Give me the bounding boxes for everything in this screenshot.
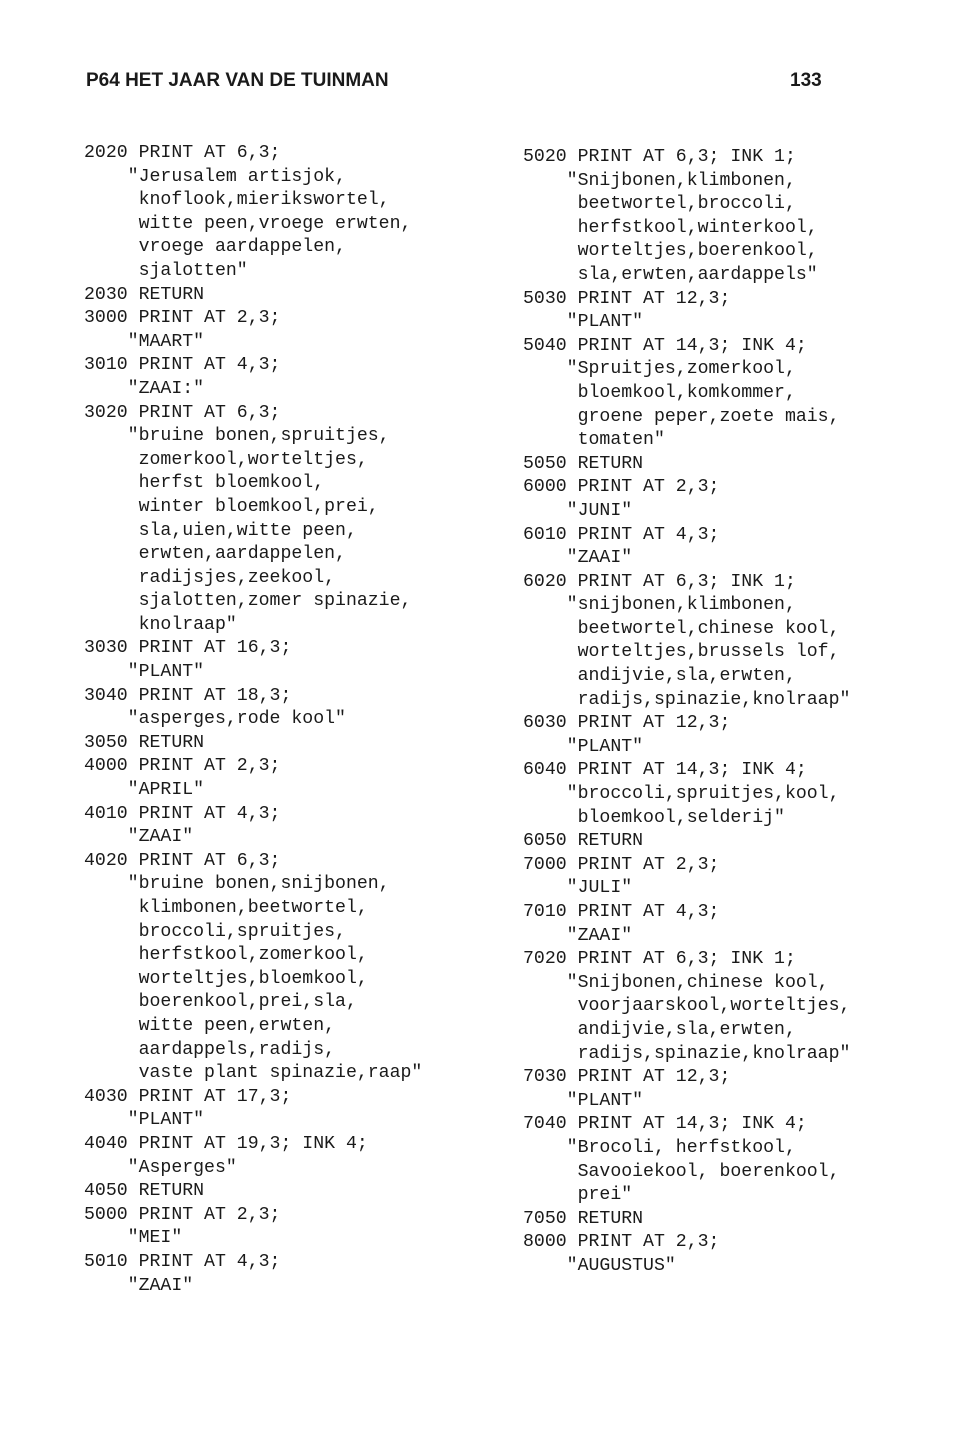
code-line: 7010 PRINT AT 4,3; — [523, 902, 720, 922]
code-line: "ZAAI" — [84, 1275, 194, 1296]
code-line: 2030 RETURN — [84, 284, 205, 305]
code-line: 5000 PRINT AT 2,3; — [84, 1204, 281, 1225]
code-line: prei" — [523, 1185, 633, 1206]
code-line: beetwortel,chinese kool, — [523, 618, 840, 639]
page-title: P64 HET JAAR VAN DE TUINMAN — [86, 70, 389, 91]
code-line: 5050 RETURN — [523, 453, 644, 474]
code-line: "Spruitjes,zomerkool, — [523, 359, 796, 380]
code-line: 4000 PRINT AT 2,3; — [84, 756, 281, 777]
code-line: 3020 PRINT AT 6,3; — [84, 402, 281, 423]
code-line: groene peper,zoete mais, — [523, 406, 840, 427]
code-line: boerenkool,prei,sla, — [84, 992, 357, 1013]
code-line: worteltjes,boerenkool, — [523, 241, 818, 262]
code-line: "AUGUSTUS" — [523, 1255, 676, 1276]
code-line: radijs,spinazie,knolraap" — [523, 689, 851, 710]
code-line: andijvie,sla,erwten, — [523, 666, 796, 687]
code-line: radijsjes,zeekool, — [84, 567, 336, 588]
code-line: bloemkool,selderij" — [523, 807, 785, 828]
code-line: "PLANT" — [84, 662, 205, 683]
code-line: "APRIL" — [84, 780, 205, 801]
code-line: herfstkool,zomerkool, — [84, 945, 368, 966]
code-line: "Jerusalem artisjok, — [84, 166, 346, 187]
code-line: beetwortel,broccoli, — [523, 194, 796, 215]
code-line: erwten,aardappelen, — [84, 544, 346, 565]
code-line: knoflook,mierikswortel, — [84, 190, 390, 211]
code-line: witte peen,vroege erwten, — [84, 213, 412, 234]
code-line: zomerkool,worteltjes, — [84, 449, 368, 470]
code-line: "Snijbonen,chinese kool, — [523, 972, 829, 993]
code-line: 6020 PRINT AT 6,3; INK 1; — [523, 571, 796, 592]
code-line: herfst bloemkool, — [84, 473, 325, 494]
code-line: sjalotten" — [84, 260, 248, 281]
code-line: 7040 PRINT AT 14,3; INK 4; — [523, 1114, 807, 1135]
code-line: 7030 PRINT AT 12,3; — [523, 1067, 731, 1088]
code-line: "MAART" — [84, 331, 205, 352]
code-line: vroege aardappelen, — [84, 237, 346, 258]
code-line: "PLANT" — [523, 736, 644, 757]
code-line: 3010 PRINT AT 4,3; — [84, 355, 281, 376]
code-line: witte peen,erwten, — [84, 1015, 336, 1036]
code-line: "asperges,rode kool" — [84, 709, 346, 730]
code-line: "Asperges" — [84, 1157, 237, 1178]
code-line: sla,uien,witte peen, — [84, 520, 357, 541]
code-line: "snijbonen,klimbonen, — [523, 595, 796, 616]
code-line: 3000 PRINT AT 2,3; — [84, 308, 281, 329]
code-line: 8000 PRINT AT 2,3; — [523, 1232, 720, 1253]
code-line: worteltjes,bloemkool, — [84, 968, 368, 989]
code-line: 5010 PRINT AT 4,3; — [84, 1251, 281, 1272]
code-line: 6010 PRINT AT 4,3; — [523, 524, 720, 545]
code-line: 5030 PRINT AT 12,3; — [523, 288, 731, 309]
code-line: winter bloemkool,prei, — [84, 496, 379, 517]
code-line: 4020 PRINT AT 6,3; — [84, 850, 281, 871]
code-line: 7020 PRINT AT 6,3; INK 1; — [523, 949, 796, 970]
code-line: "Snijbonen,klimbonen, — [523, 170, 796, 191]
code-line: 4050 RETURN — [84, 1181, 205, 1202]
right-code-column — [523, 146, 850, 1279]
code-line: 6050 RETURN — [523, 831, 644, 852]
code-line: 4040 PRINT AT 19,3; INK 4; — [84, 1133, 368, 1154]
code-line: 3050 RETURN — [84, 732, 205, 753]
code-line: 4010 PRINT AT 4,3; — [84, 803, 281, 824]
code-line: "MEI" — [84, 1228, 183, 1249]
code-line: "PLANT" — [523, 312, 644, 333]
code-line: 5040 PRINT AT 14,3; INK 4; — [523, 335, 807, 356]
code-line: "bruine bonen,spruitjes, — [84, 426, 390, 447]
code-line: sla,erwten,aardappels" — [523, 264, 818, 285]
code-line: 7000 PRINT AT 2,3; — [523, 854, 720, 875]
code-line: vaste plant spinazie,raap" — [84, 1063, 423, 1084]
code-line: "ZAAI:" — [84, 378, 205, 399]
code-line: Savooiekool, boerenkool, — [523, 1161, 840, 1182]
code-line: 4030 PRINT AT 17,3; — [84, 1086, 292, 1107]
code-line: "Brocoli, herfstkool, — [523, 1137, 796, 1158]
code-line: "ZAAI" — [84, 827, 194, 848]
left-code-column — [84, 142, 422, 1298]
code-line: aardappels,radijs, — [84, 1039, 336, 1060]
code-line: klimbonen,beetwortel, — [84, 898, 368, 918]
code-line: 3040 PRINT AT 18,3; — [84, 685, 292, 706]
code-line: "bruine bonen,snijbonen, — [84, 874, 390, 895]
code-line: "ZAAI" — [523, 925, 633, 946]
code-line: tomaten" — [523, 430, 665, 451]
code-line: 2020 PRINT AT 6,3; — [84, 143, 281, 163]
code-line: 6040 PRINT AT 14,3; INK 4; — [523, 760, 807, 781]
code-line: "ZAAI" — [523, 548, 633, 569]
code-line: 3030 PRINT AT 16,3; — [84, 638, 292, 659]
code-line: 6000 PRINT AT 2,3; — [523, 477, 720, 498]
code-line: 5020 PRINT AT 6,3; INK 1; — [523, 147, 796, 167]
code-line: knolraap" — [84, 614, 237, 635]
code-line: "JULI" — [523, 878, 633, 899]
code-line: sjalotten,zomer spinazie, — [84, 591, 412, 612]
code-line: andijvie,sla,erwten, — [523, 1019, 796, 1040]
code-line: "broccoli,spruitjes,kool, — [523, 784, 840, 805]
code-line: "PLANT" — [84, 1110, 205, 1131]
code-line: worteltjes,brussels lof, — [523, 642, 840, 663]
code-line: 6030 PRINT AT 12,3; — [523, 713, 731, 734]
code-line: 7050 RETURN — [523, 1208, 644, 1229]
code-line: voorjaarskool,worteltjes, — [523, 996, 851, 1017]
code-line: herfstkool,winterkool, — [523, 217, 818, 238]
page-number: 133 — [790, 70, 822, 91]
code-line: radijs,spinazie,knolraap" — [523, 1043, 851, 1064]
code-line: "JUNI" — [523, 500, 633, 521]
code-line: broccoli,spruitjes, — [84, 921, 346, 942]
code-line: bloemkool,komkommer, — [523, 382, 796, 403]
code-line: "PLANT" — [523, 1090, 644, 1111]
